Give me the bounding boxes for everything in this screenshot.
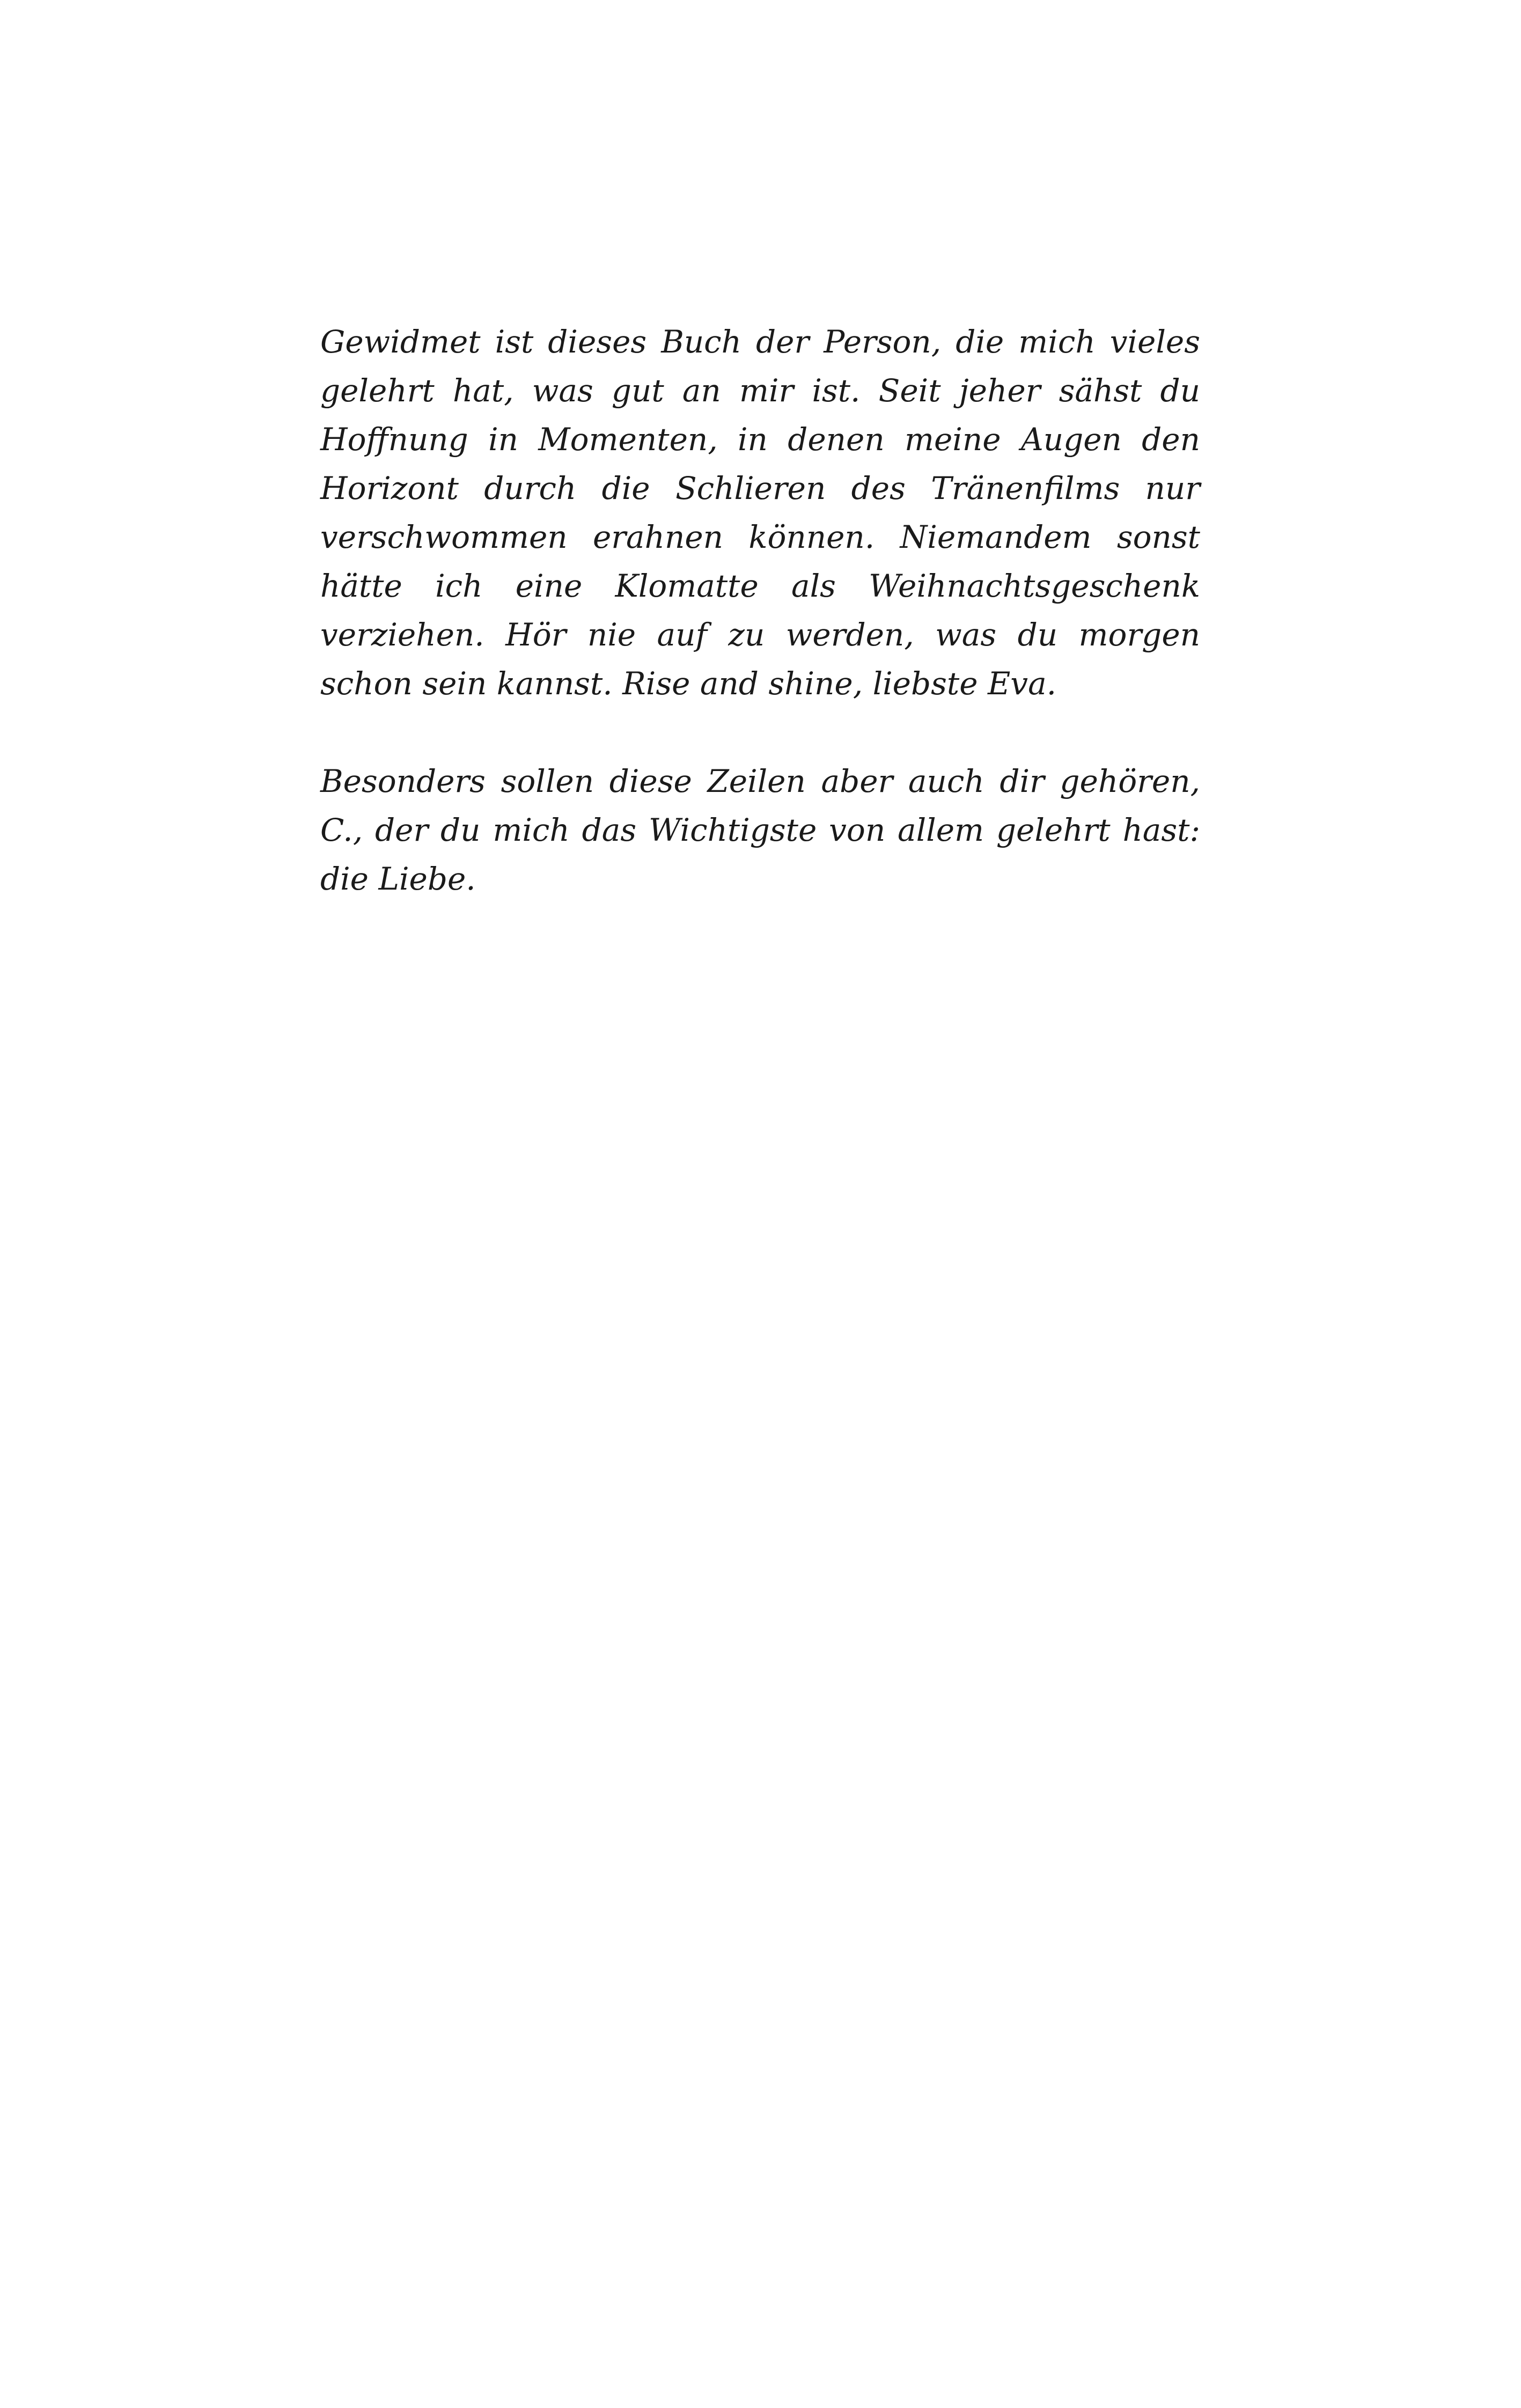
dedication-text: [320, 318, 1200, 904]
dedication-paragraph-eva: Gewidmet ist dieses Buch der Person, die mich vieles gelehrt hat, was gut an mir ist. Seit jeher sähst du Hoffnung in Momenten, in denen meine Augen den Horizont durch die Schlieren des Tränenfilms nur verschwommen erahnen können. Niemandem sonst hätte ich eine Klomatte als Weihnachtsgeschenk verziehen. Hör nie auf zu werden, was du morgen schon sein kannst. Rise and shine, liebste Eva.: [320, 324, 1200, 702]
dedication-paragraph-c: Besonders sollen diese Zeilen aber auch dir gehören, C., der du mich das Wichtigste von allem gelehrt hast: die Liebe.: [320, 763, 1200, 897]
